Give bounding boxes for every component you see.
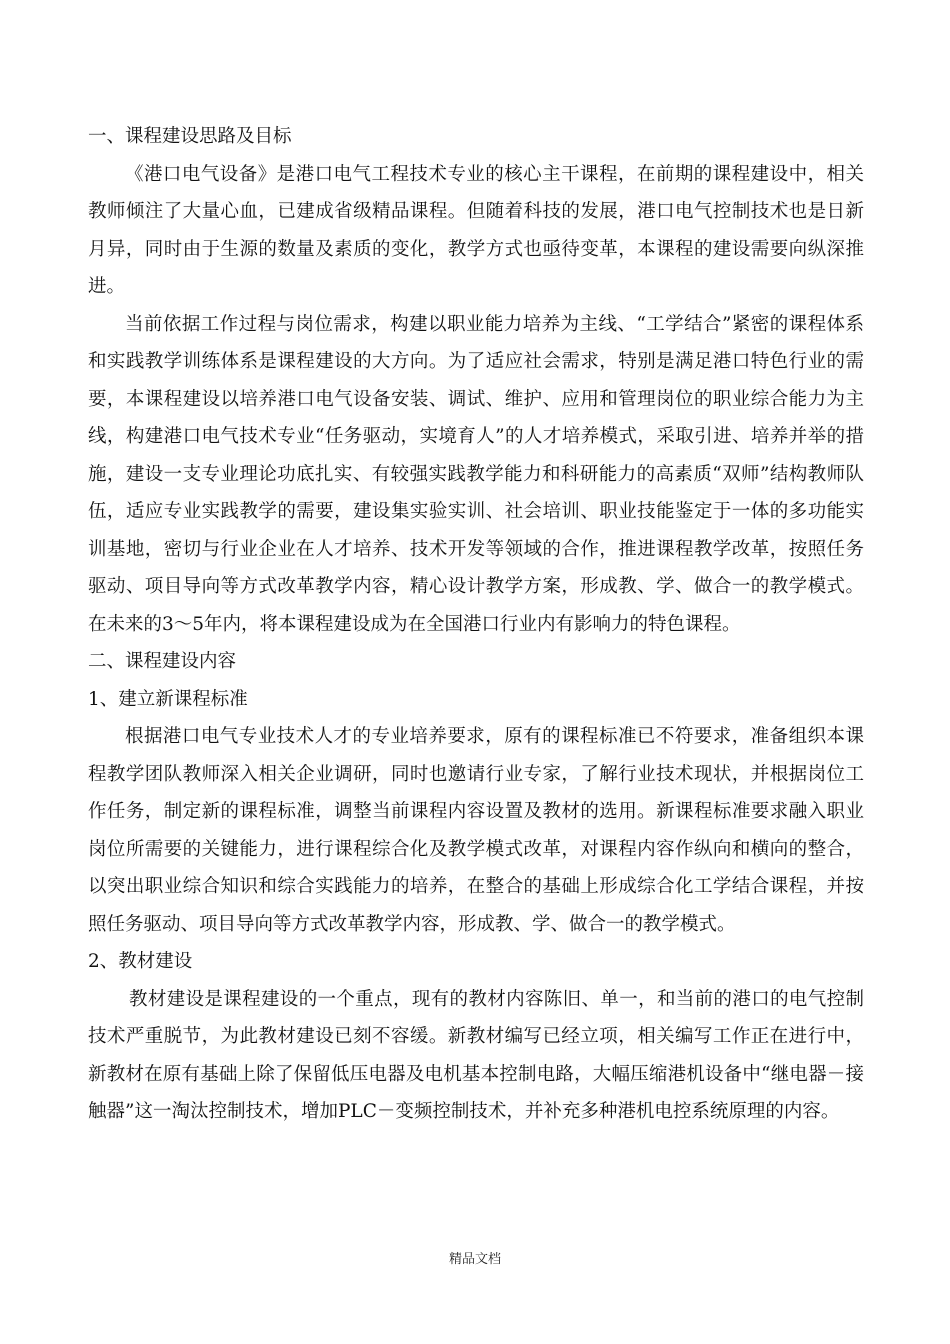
section1-heading: 一、课程建设思路及目标: [88, 126, 292, 147]
section1-paragraph-2: 当前依据工作过程与岗位需求，构建以职业能力培养为主线、“工学结合”紧密的课程体系和实践教学训练体系是课程建设的大方向。为了适应社会需求，特别是满足港口特色行业的需要，本课程建设以培养港口电气设备安装、调试、维护、应用和管理岗位的职业综合能力为主线，构建港口电气技术专业“任务驱动，实境育人”的人才培养模式，采取引进、培养并举的措施，建设一支专业理论功底扎实、有较强实践教学能力和科研能力的高素质“双师”结构教师队伍，适应专业实践教学的需要，建设集实验实训、社会培训、职业技能鉴定于一体的多功能实训基地，密切与行业企业在人才培养、技术开发等领域的合作，推进课程教学改革，按照任务驱动、项目导向等方式改革教学内容，精心设计教学方案，形成教、学、做合一的教学模式。在未来的3～5年内，将本课程建设成为在全国港口行业内有影响力的特色课程。: [88, 313, 864, 635]
subsection2-paragraph: 教材建设是课程建设的一个重点，现有的教材内容陈旧、单一，和当前的港口的电气控制技术严重脱节，为此教材建设已刻不容缓。新教材编写已经立项，相关编写工作正在进行中，新教材在原有基础上除了保留低压电器及电机基本控制电路，大幅压缩港机设备中“继电器－接触器”这一淘汰控制技术，增加PLC－变频控制技术，并补充多种港机电控系统原理的内容。: [88, 988, 864, 1122]
document-body: [88, 118, 864, 1131]
subsection2-heading: 2、教材建设: [88, 951, 193, 972]
section1-paragraph-1: 《港口电气设备》是港口电气工程技术专业的核心主干课程，在前期的课程建设中，相关教师倾注了大量心血，已建成省级精品课程。但随着科技的发展，港口电气控制技术也是日新月异，同时由于生源的数量及素质的变化，教学方式也亟待变革，本课程的建设需要向纵深推进。: [88, 163, 864, 297]
subsection1-heading: 1、建立新课程标准: [88, 688, 248, 710]
subsection1-paragraph: 根据港口电气专业技术人才的专业培养要求，原有的课程标准已不符要求，准备组织本课程教学团队教师深入相关企业调研，同时也邀请行业专家，了解行业技术现状，并根据岗位工作任务，制定新的课程标准，调整当前课程内容设置及教材的选用。新课程标准要求融入职业岗位所需要的关键能力，进行课程综合化及教学模式改革，对课程内容作纵向和横向的整合，以突出职业综合知识和综合实践能力的培养，在整合的基础上形成综合化工学结合课程，并按照任务驱动、项目导向等方式改革教学内容，形成教、学、做合一的教学模式。: [88, 726, 864, 935]
section2-heading: 二、课程建设内容: [88, 651, 237, 672]
page-footer: 精品文档: [448, 1252, 501, 1267]
